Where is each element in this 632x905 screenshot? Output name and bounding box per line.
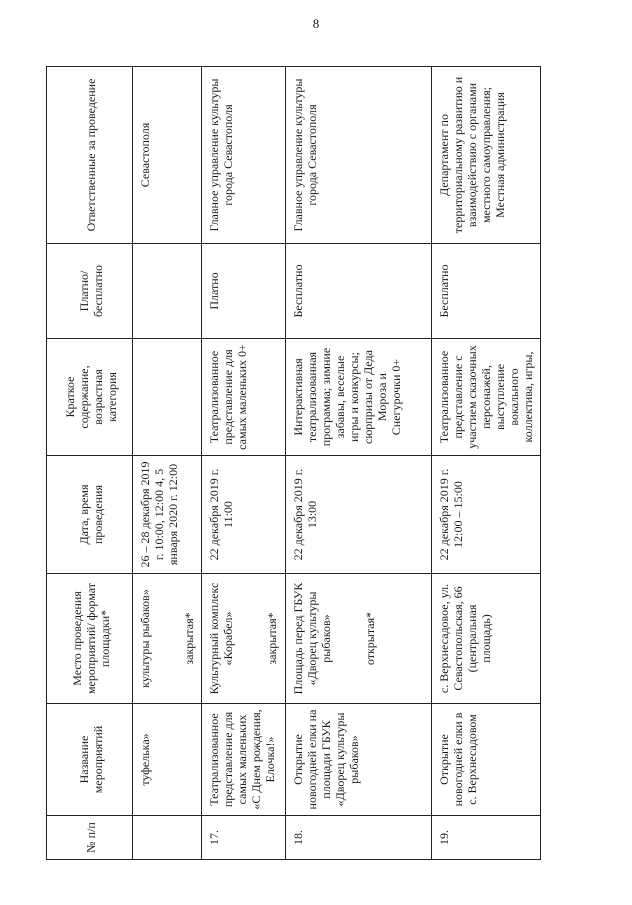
place-text: культуры рыбаков» xyxy=(138,589,152,688)
header-date: Дата, время проведения xyxy=(47,456,133,574)
row-name: Театрализованное представление для самых маленьких «С Днем рождения, Елочка!» xyxy=(202,704,286,816)
row-responsible: Главное управление культуры города Севастополя xyxy=(202,67,286,244)
events-table xyxy=(46,66,541,860)
row-content: Театрализованное представление с участием сказочных персонажей, выступление вокального коллектива, игры, xyxy=(432,339,541,456)
row-paid: Бесплатно xyxy=(286,244,432,339)
row-num xyxy=(133,816,202,860)
row-content: Интерактивная театрализованная программа; зимние забавы, веселые игры и конкурсы; сюрпризы от Деда Мороза и Снегурочки 0+ xyxy=(286,339,432,456)
row-name: туфелька» xyxy=(133,704,202,816)
row-num: 19. xyxy=(432,816,541,860)
row-date: 26 – 28 декабря 2019 г. 10:00, 12:00 4, 5 января 2020 г. 12:00 xyxy=(133,456,202,574)
table-row xyxy=(286,67,432,860)
row-paid xyxy=(133,244,202,339)
table-row xyxy=(432,67,541,860)
header-row xyxy=(47,67,133,860)
row-date: 22 декабря 2019 г. 12:00 – 15:00 xyxy=(432,456,541,574)
table-row xyxy=(133,67,202,860)
row-paid: Платно xyxy=(202,244,286,339)
place-text: Культурный комплекс «Корабел» xyxy=(207,582,235,695)
row-place: с. Верхнесадовое, ул. Севастопольская, 66 (центральная площадь) xyxy=(432,574,541,704)
row-content xyxy=(133,339,202,456)
row-responsible: Главное управление культуры города Севастополя xyxy=(286,67,432,244)
place-format: закрытая* xyxy=(182,612,196,665)
row-date: 22 декабря 2019 г. 11:00 xyxy=(202,456,286,574)
header-name: Название мероприятий xyxy=(47,704,133,816)
header-content: Краткое содержание, возрастная категория xyxy=(47,339,133,456)
place-text: Площадь перед ГБУК «Дворец культуры рыбаков» xyxy=(291,582,333,695)
header-responsible: Ответственные за проведение xyxy=(47,67,133,244)
page-number: 8 xyxy=(312,16,320,31)
row-paid: Бесплатно xyxy=(432,244,541,339)
row-responsible: Севастополя xyxy=(133,67,202,244)
place-format: закрытая* xyxy=(265,612,279,665)
row-place xyxy=(133,574,202,704)
events-table-frame xyxy=(46,67,535,860)
row-num: 18. xyxy=(286,816,432,860)
row-name: Открытие новогодней елки на площади ГБУК «Дворец культуры рыбаков» xyxy=(286,704,432,816)
row-date: 22 декабря 2019 г. 13:00 xyxy=(286,456,432,574)
header-place: Место проведения мероприятий/ формат площадки* xyxy=(47,574,133,704)
table-row xyxy=(202,67,286,860)
row-name: Открытие новогодней елки в с. Верхнесадовом xyxy=(432,704,541,816)
row-place xyxy=(202,574,286,704)
header-paid: Платно/ бесплатно xyxy=(47,244,133,339)
row-num: 17. xyxy=(202,816,286,860)
rotated-table-container xyxy=(46,67,535,860)
row-content: Театрализованное представление для самых маленьких 0+ xyxy=(202,339,286,456)
header-num: № п/п xyxy=(47,816,133,860)
row-responsible: Департамент по территориальному развитию и взаимодействию с органами местного самоуправления; Местная администрация xyxy=(432,67,541,244)
row-place xyxy=(286,574,432,704)
place-format: открытая* xyxy=(363,611,377,666)
